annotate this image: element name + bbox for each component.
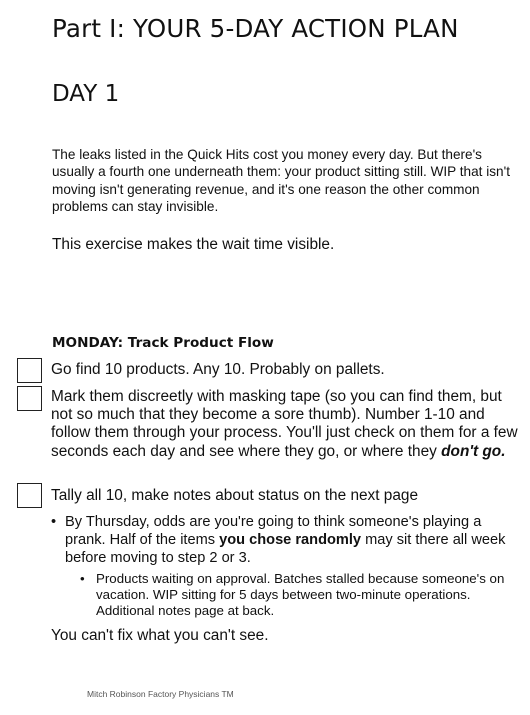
task-3-checkbox[interactable] bbox=[17, 483, 42, 508]
task-2-checkbox[interactable] bbox=[17, 386, 42, 411]
bullet-1-marker: • bbox=[51, 514, 57, 530]
bullet-1-before: By Thursday, odds are you're going to think someone's playing a prank. Half of the items bbox=[65, 514, 482, 548]
intro-paragraph: The leaks listed in the Quick Hits cost you money every day. But there's usually a fourth one underneath them: your product sitting still. WIP that isn't moving isn't generating revenue, and it's one reason the other common problems can stay invisible. bbox=[52, 147, 510, 214]
bullet-1-bold: you chose randomly bbox=[219, 532, 362, 548]
task-2-emphasis: don't go. bbox=[441, 442, 506, 460]
footer-credit: Mitch Robinson Factory Physicians TM bbox=[87, 689, 234, 699]
bullet-2-marker: • bbox=[80, 571, 85, 586]
bullet-1-after: may sit there all week before moving to step 2 or 3. bbox=[65, 532, 506, 566]
bullet-2-text: Products waiting on approval. Batches stalled because someone's on vacation. WIP sitting for 5 days between two-minute operations. Additional notes page at back. bbox=[96, 571, 505, 618]
bullet-1-text bbox=[65, 513, 523, 567]
day-title: DAY 1 bbox=[52, 81, 120, 107]
part-title: Part I: YOUR 5-DAY ACTION PLAN bbox=[52, 14, 459, 43]
task-1-checkbox[interactable] bbox=[17, 358, 42, 383]
task-3-text: Tally all 10, make notes about status on the next page bbox=[51, 487, 419, 504]
exercise-line: This exercise makes the wait time visible. bbox=[52, 236, 335, 253]
task-1-text: Go find 10 products. Any 10. Probably on pallets. bbox=[51, 361, 385, 378]
task-2-body: Mark them discreetly with masking tape (so you can find them, but not so much that they become a sore thumb). Number 1-10 and follow them through your process. You'll just check on them for a few seconds each day and see where they go, or where they bbox=[51, 388, 518, 460]
task-2-text bbox=[51, 388, 523, 461]
section-heading bbox=[52, 335, 274, 351]
section-heading-title: Track Product Flow bbox=[123, 335, 274, 351]
closing-line: You can't fix what you can't see. bbox=[51, 627, 269, 644]
section-heading-day: MONDAY: bbox=[52, 335, 124, 351]
